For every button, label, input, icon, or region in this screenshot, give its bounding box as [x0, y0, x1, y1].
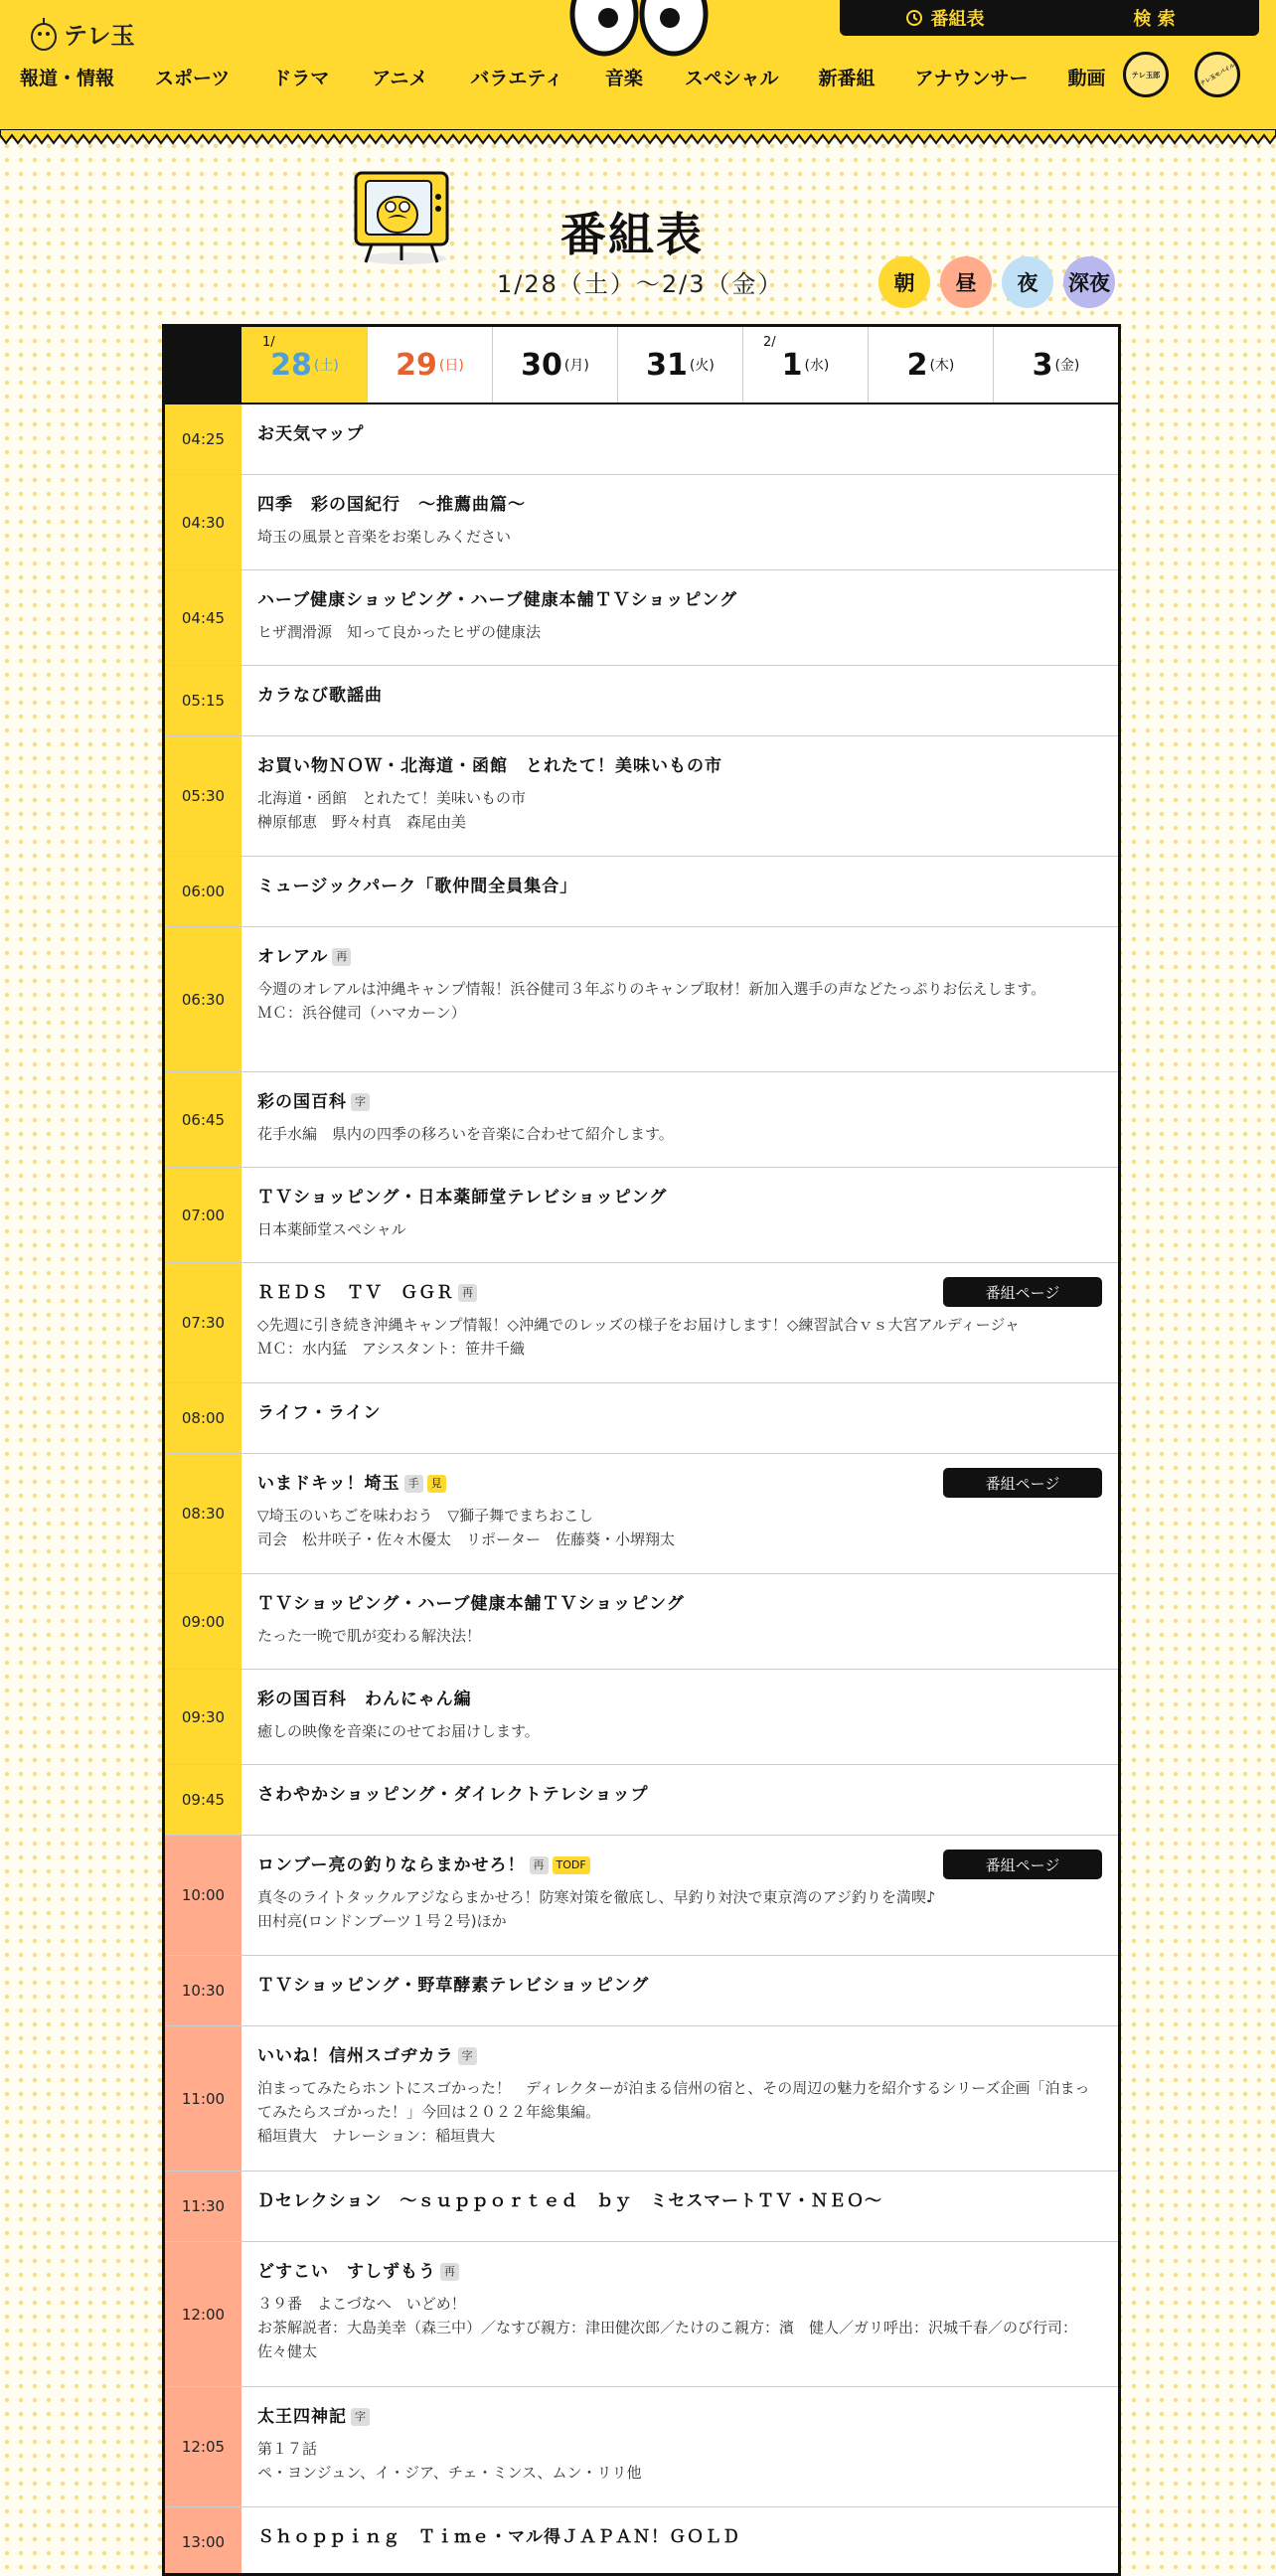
program-body	[241, 857, 1118, 926]
nav-special[interactable]: スペシャル	[684, 68, 779, 89]
program-time: 04:45	[165, 570, 241, 665]
program-page-button[interactable]: 番組ページ	[943, 1850, 1102, 1879]
program-row[interactable]	[165, 1072, 1118, 1168]
program-time: 10:30	[165, 1956, 241, 2025]
tab-night[interactable]: 夜	[1002, 256, 1053, 308]
program-row[interactable]	[165, 1263, 1118, 1383]
program-time: 08:30	[165, 1454, 241, 1573]
program-title[interactable]	[257, 2189, 1102, 2213]
program-body	[241, 2507, 1118, 2576]
program-title[interactable]	[257, 2525, 1102, 2549]
day-tab[interactable]: 2/ 1 (水)	[742, 327, 868, 402]
program-title[interactable]	[257, 2405, 1102, 2429]
program-body	[241, 927, 1118, 1071]
day-corner	[165, 327, 241, 402]
program-list	[165, 404, 1118, 2576]
program-title-text: Ｓｈｏｐｐｉｎｇ Ｔｉｍｅ・マル得ＪＡＰＡＮ！ＧＯＬＤ	[257, 2527, 740, 2547]
program-body	[241, 404, 1118, 474]
program-description: たった一晩で肌が変わる解決法！	[257, 1627, 482, 1645]
program-body	[241, 666, 1118, 735]
program-time: 06:30	[165, 927, 241, 1071]
day-selector	[165, 327, 1118, 404]
program-description: 花手水編 県内の四季の移ろいを音楽に合わせて紹介します。	[257, 1125, 674, 1143]
program-row[interactable]	[165, 666, 1118, 736]
program-body	[241, 2242, 1118, 2386]
program-description: ◇先週に引き続き沖縄キャンプ情報！◇沖縄でのレッズの様子をお届けします！◇練習試合ｖｓ大宮アルディージャ ＭＣ：水内猛 アシスタント：笹井千織	[257, 1316, 1021, 1358]
program-row[interactable]	[165, 927, 1118, 1072]
program-page-button[interactable]: 番組ページ	[943, 1277, 1102, 1307]
program-row[interactable]	[165, 475, 1118, 570]
program-body	[241, 1574, 1118, 1669]
program-row[interactable]	[165, 1383, 1118, 1454]
program-title-text: 彩の国百科	[257, 1092, 347, 1112]
program-body	[241, 1383, 1118, 1453]
nav-music[interactable]: 音楽	[604, 68, 643, 89]
mobile-icon[interactable]: テレ玉モバイル	[1195, 52, 1240, 97]
program-time: 04:25	[165, 404, 241, 474]
tv-mascot-icon	[350, 167, 459, 266]
nav-icons	[1123, 52, 1240, 97]
program-title[interactable]	[257, 945, 1102, 969]
program-title[interactable]	[257, 754, 1102, 778]
program-title-text: 太王四神記	[257, 2407, 347, 2427]
program-body	[241, 1670, 1118, 1764]
program-title-text: ハーブ健康ショッピング・ハーブ健康本舗ＴＶショッピング	[257, 590, 737, 610]
program-description: 第１７話 ペ・ヨンジュン、イ・ジア、チェ・ミンス、ムン・リリ他	[257, 2440, 642, 2482]
program-title-text: いいね！信州スゴヂカラ	[257, 2046, 454, 2066]
program-title-text: ＴＶショッピング・日本薬師堂テレビショッピング	[257, 1188, 668, 1208]
program-title-text: いまドキッ！埼玉	[257, 1474, 400, 1494]
schedule-table	[162, 324, 1121, 2576]
program-row[interactable]	[165, 2387, 1118, 2507]
program-title[interactable]	[257, 1401, 1102, 1425]
program-title[interactable]	[257, 1783, 1102, 1807]
header-zigzag-edge	[0, 129, 1276, 147]
schedule-link[interactable]	[840, 5, 1049, 31]
program-time: 07:30	[165, 1263, 241, 1382]
day-tab[interactable]: 31 (火)	[617, 327, 742, 402]
program-row[interactable]	[165, 2026, 1118, 2172]
terejiro-icon[interactable]: テレ玉郎	[1123, 52, 1169, 97]
program-body	[241, 2172, 1118, 2241]
program-title[interactable]	[257, 1688, 1102, 1711]
program-row[interactable]	[165, 1670, 1118, 1765]
program-time: 12:00	[165, 2242, 241, 2386]
program-row[interactable]	[165, 736, 1118, 857]
day-tab[interactable]: 30 (月)	[492, 327, 617, 402]
program-row[interactable]	[165, 1836, 1118, 1956]
time-of-day-tabs	[878, 256, 1115, 308]
program-time: 07:00	[165, 1168, 241, 1262]
program-row[interactable]	[165, 1454, 1118, 1574]
program-time: 06:00	[165, 857, 241, 926]
program-body	[241, 1072, 1118, 1167]
program-row[interactable]	[165, 1574, 1118, 1670]
program-time: 09:00	[165, 1574, 241, 1669]
program-row[interactable]	[165, 1765, 1118, 1836]
program-description: ３９番 よこづなへ いどめ！ お茶解説者：大島美幸（森三中）／なすび親方：津田健次郎／たけのこ親方：濱 健人／ガリ呼出：沢城千春／のび行司：佐々健太	[257, 2295, 1078, 2360]
program-badge: 見	[427, 1475, 446, 1493]
program-time: 06:45	[165, 1072, 241, 1167]
nav-variety[interactable]: バラエティ	[470, 68, 563, 89]
program-badge: 手	[404, 1475, 423, 1493]
program-title-text: お天気マップ	[257, 424, 365, 444]
program-badge: 字	[458, 2047, 477, 2065]
program-row[interactable]	[165, 570, 1118, 666]
program-description: 日本薬師堂スペシャル	[257, 1220, 406, 1238]
program-time: 04:30	[165, 475, 241, 569]
logo-text: テレ玉	[64, 22, 135, 50]
program-title[interactable]	[257, 1974, 1102, 1998]
program-row[interactable]	[165, 857, 1118, 927]
program-title[interactable]	[257, 2044, 1102, 2068]
program-body	[241, 2387, 1118, 2506]
program-description: 埼玉の風景と音楽をお楽しみください	[257, 528, 512, 546]
utility-bar	[840, 0, 1259, 36]
program-body	[241, 1263, 1118, 1382]
program-description: ヒザ潤滑源 知って良かったヒザの健康法	[257, 623, 542, 641]
program-body	[241, 736, 1118, 856]
day-tab[interactable]: 29 (日)	[367, 327, 492, 402]
search-link[interactable]	[1049, 5, 1259, 31]
program-title-text: 四季 彩の国紀行 ～推薦曲篇～	[257, 495, 526, 515]
nav-anime[interactable]: アニメ	[372, 68, 428, 89]
program-title-text: オレアル	[257, 947, 329, 967]
program-time: 05:15	[165, 666, 241, 735]
program-description: 今週のオレアルは沖縄キャンプ情報！浜谷健司３年ぶりのキャンプ取材！新加入選手の声などたっぷりお伝えします。 ＭＣ：浜谷健司（ハマカーン）	[257, 980, 1046, 1022]
program-time: 11:30	[165, 2172, 241, 2241]
main-nav	[20, 64, 1106, 90]
program-title[interactable]	[257, 493, 1102, 517]
nav-news[interactable]: 報道・情報	[20, 68, 115, 89]
schedule-link-label: 番組表	[930, 9, 985, 30]
program-title-text: ライフ・ライン	[257, 1403, 382, 1423]
program-time: 09:30	[165, 1670, 241, 1764]
tab-morning[interactable]: 朝	[878, 256, 930, 308]
site-header	[0, 0, 1276, 139]
program-title[interactable]	[257, 684, 1102, 708]
program-description: ▽埼玉のいちごを味わおう ▽獅子舞でまちおこし 司会 松井咲子・佐々木優太 リポーター 佐藤葵・小堺翔太	[257, 1507, 676, 1548]
program-time: 08:00	[165, 1383, 241, 1453]
program-title-text: ＴＶショッピング・ハーブ健康本舗ＴＶショッピング	[257, 1594, 685, 1614]
program-time: 12:05	[165, 2387, 241, 2506]
program-description: 真冬のライトタックルアジならまかせろ！防寒対策を徹底し、早釣り対決で東京湾のアジ釣りを満喫♪ 田村亮(ロンドンブーツ１号２号)ほか	[257, 1888, 936, 1930]
tab-noon[interactable]: 昼	[940, 256, 992, 308]
program-badge: 再	[458, 1284, 477, 1302]
program-body	[241, 1454, 1118, 1573]
program-body	[241, 1836, 1118, 1955]
program-body	[241, 570, 1118, 665]
nav-sports[interactable]: スポーツ	[155, 68, 231, 89]
program-page-button[interactable]: 番組ページ	[943, 1468, 1102, 1498]
program-body	[241, 1765, 1118, 1835]
program-time: 05:30	[165, 736, 241, 856]
program-body	[241, 1168, 1118, 1262]
date-range: 1/28（土）〜2/3（金）	[497, 270, 784, 298]
program-description: 泊まってみたらホントにスゴかった！ ディレクターが泊まる信州の宿と、その周辺の魅力を紹介するシリーズ企画「泊まってみたらスゴかった！」今回は２０２２年総集編。 稲垣貴大 ナレーション：稲垣貴大	[257, 2079, 1090, 2145]
program-title-text: カラなび歌謡曲	[257, 686, 383, 706]
program-title[interactable]	[257, 2260, 1102, 2284]
program-title-text: さわやかショッピング・ダイレクトテレショップ	[257, 1785, 649, 1805]
nav-announcer[interactable]: アナウンサー	[914, 68, 1029, 89]
program-title[interactable]	[257, 875, 1102, 898]
program-row[interactable]	[165, 2507, 1118, 2576]
mascot-eyes-icon	[564, 0, 714, 60]
program-badge: 再	[440, 2263, 459, 2281]
program-body	[241, 475, 1118, 569]
nav-video[interactable]: 動画	[1067, 68, 1106, 89]
program-badge: 再	[530, 1856, 549, 1874]
nav-new-programs[interactable]: 新番組	[818, 68, 876, 89]
program-row[interactable]	[165, 404, 1118, 475]
site-logo[interactable]	[30, 16, 135, 51]
clock-icon	[905, 9, 923, 27]
program-row[interactable]	[165, 1956, 1118, 2026]
search-link-label: 検 索	[1133, 9, 1176, 30]
program-time: 11:00	[165, 2026, 241, 2171]
program-title-text: 彩の国百科 わんにゃん編	[257, 1690, 472, 1709]
program-title-text: Ｄセレクション ～ｓｕｐｐｏｒｔｅｄ ｂｙ ミセスマートＴＶ・ＮＥＯ～	[257, 2191, 882, 2211]
program-badge: 字	[351, 1093, 370, 1111]
program-row[interactable]	[165, 2172, 1118, 2242]
program-title[interactable]	[257, 1186, 1102, 1209]
program-title-text: ＴＶショッピング・野草酵素テレビショッピング	[257, 1976, 650, 1996]
nav-drama[interactable]: ドラマ	[272, 68, 330, 89]
day-tab[interactable]: 2 (木)	[868, 327, 993, 402]
program-time: 13:00	[165, 2507, 241, 2576]
program-row[interactable]	[165, 1168, 1118, 1263]
program-title-text: ロンブー亮の釣りならまかせろ！	[257, 1855, 526, 1875]
program-title[interactable]	[257, 422, 1102, 446]
program-badge: TODF	[553, 1856, 590, 1874]
program-badge: 再	[332, 948, 351, 966]
program-body	[241, 2026, 1118, 2171]
program-description: 癒しの映像を音楽にのせてお届けします。	[257, 1722, 540, 1740]
day-tab[interactable]: 3 (金)	[993, 327, 1118, 402]
program-title-text: お買い物ＮＯＷ・北海道・函館 とれたて！美味いもの市	[257, 756, 722, 776]
mascot-logo-icon	[30, 17, 58, 51]
day-tab[interactable]: 1/ 28 (土)	[241, 327, 367, 402]
program-title[interactable]	[257, 1090, 1102, 1114]
program-time: 10:00	[165, 1836, 241, 1955]
tab-late-night[interactable]: 深夜	[1063, 256, 1115, 308]
page-title: 番組表	[560, 208, 704, 261]
program-title[interactable]	[257, 1592, 1102, 1616]
program-row[interactable]	[165, 2242, 1118, 2387]
program-title-text: どすこい すしずもう	[257, 2262, 436, 2282]
program-badge: 字	[351, 2408, 370, 2426]
program-title-text: ＲＥＤＳ ＴＶ ＧＧＲ	[257, 1283, 454, 1303]
program-title[interactable]	[257, 588, 1102, 612]
program-description: 北海道・函館 とれたて！美味いもの市 榊原郁恵 野々村真 森尾由美	[257, 789, 527, 831]
program-body	[241, 1956, 1118, 2025]
program-title-text: ミュージックパーク「歌仲間全員集合」	[257, 877, 578, 896]
program-time: 09:45	[165, 1765, 241, 1835]
